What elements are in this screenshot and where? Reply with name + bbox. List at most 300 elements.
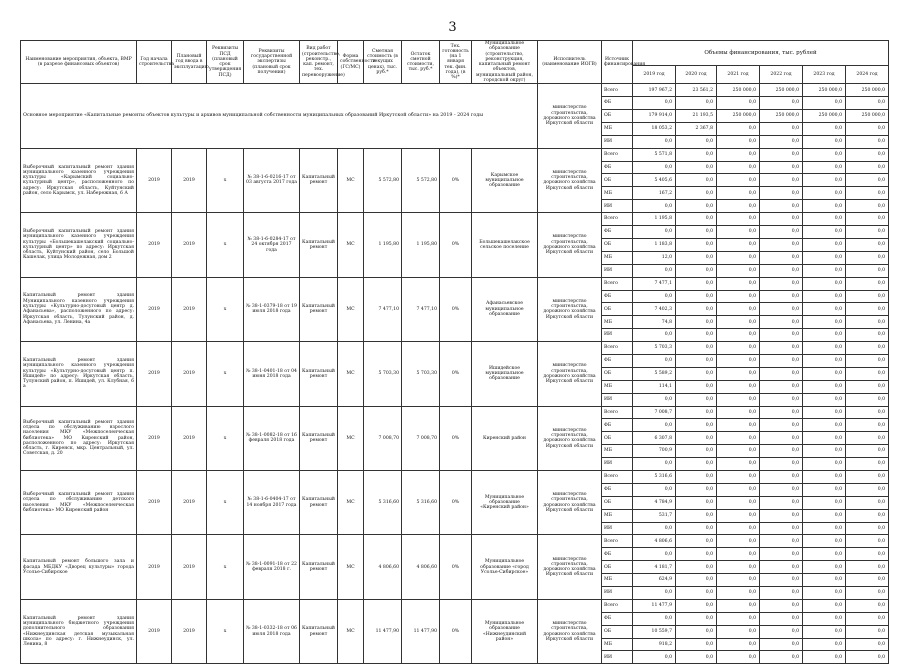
- value-cell: 11 477,9: [633, 599, 676, 612]
- value-cell: 0,0: [760, 651, 803, 664]
- object-name-cell: Капитальный ремонт большого зала и фасада МБДКУ «Дворец культуры» города Усолье-Сибирское: [21, 535, 137, 599]
- work-type-cell: Капитальный ремонт: [300, 599, 338, 663]
- value-cell: 0,0: [803, 651, 846, 664]
- value-cell: 0,0: [676, 419, 717, 432]
- source-cell: ИИ: [602, 651, 633, 664]
- value-cell: 0,0: [760, 561, 803, 574]
- value-cell: 0,0: [633, 393, 676, 406]
- value-cell: 0,0: [633, 354, 676, 367]
- source-cell: МБ: [602, 574, 633, 587]
- value-cell: 0,0: [760, 380, 803, 393]
- work-type-cell: Капитальный ремонт: [300, 470, 338, 534]
- object-row: [21, 535, 889, 548]
- value-cell: 0,0: [846, 599, 889, 612]
- source-cell: ФБ: [602, 419, 633, 432]
- value-cell: 4 784,9: [633, 496, 676, 509]
- source-cell: ИИ: [602, 135, 633, 148]
- value-cell: 0,0: [760, 599, 803, 612]
- source-cell: Всего: [602, 342, 633, 355]
- object-name-cell: Выборочный капитальный ремонт здания отдела по обслуживанию детского населения МКУ «Межпоселенческая библиотека» МО Киренский район: [21, 470, 137, 534]
- value-cell: 0,0: [633, 548, 676, 561]
- work-type-cell: Капитальный ремонт: [300, 406, 338, 470]
- object-row: [21, 148, 889, 161]
- value-cell: 0,0: [846, 406, 889, 419]
- value-cell: 250 000,0: [846, 110, 889, 123]
- value-cell: 0,0: [633, 226, 676, 239]
- value-cell: 918,2: [633, 638, 676, 651]
- psd-cell: х: [207, 148, 244, 212]
- value-cell: 0,0: [846, 290, 889, 303]
- source-cell: ОБ: [602, 561, 633, 574]
- value-cell: 0,0: [760, 548, 803, 561]
- value-cell: 0,0: [846, 174, 889, 187]
- value-cell: 0,0: [803, 213, 846, 226]
- ownership-cell: МС: [338, 599, 364, 663]
- work-type-cell: Капитальный ремонт: [300, 213, 338, 277]
- header-ownership: Форма собственности (ГС/МС): [338, 41, 364, 84]
- value-cell: 1 183,8: [633, 238, 676, 251]
- header-expertise: Реквизиты государственной экспертизы (плановый срок получения): [244, 41, 300, 84]
- remaining-cell: 7 008,70: [402, 406, 440, 470]
- object-name-cell: Капитальный ремонт здания муниципального бюджетного учреждения дополнительного образования «Нижнеудинская детская музыкальная школа» по адресу: г. Нижнеудинск, ул. Ленина, 8: [21, 599, 137, 663]
- value-cell: 0,0: [676, 97, 717, 110]
- expertise-cell: № 38-1-6-0216-17 от 03 августа 2017 года: [244, 148, 300, 212]
- value-cell: 0,0: [717, 354, 760, 367]
- value-cell: 0,0: [717, 548, 760, 561]
- value-cell: 10 559,7: [633, 625, 676, 638]
- start-year-cell: 2019: [137, 535, 172, 599]
- value-cell: 624,9: [633, 574, 676, 587]
- value-cell: 0,0: [717, 303, 760, 316]
- remaining-cell: 7 477,10: [402, 277, 440, 341]
- municipality-cell: Муниципальное образование «город Усолье-Сибирское»: [472, 535, 538, 599]
- value-cell: 21 193,5: [676, 110, 717, 123]
- value-cell: 0,0: [717, 367, 760, 380]
- value-cell: 0,0: [846, 354, 889, 367]
- source-cell: ФБ: [602, 548, 633, 561]
- ownership-cell: МС: [338, 535, 364, 599]
- value-cell: 0,0: [676, 342, 717, 355]
- value-cell: 0,0: [760, 200, 803, 213]
- source-cell: ФБ: [602, 161, 633, 174]
- value-cell: 0,0: [760, 470, 803, 483]
- value-cell: 0,0: [846, 277, 889, 290]
- source-cell: Всего: [602, 213, 633, 226]
- value-cell: 0,0: [676, 161, 717, 174]
- header-readiness: Тех. готовность (на 1 января тек. фин. года), (в %)*: [440, 41, 472, 84]
- header-start-year: Год начала строительства: [137, 41, 172, 84]
- value-cell: 0,0: [846, 135, 889, 148]
- cost-cell: 4 806,60: [364, 535, 402, 599]
- value-cell: 0,0: [717, 522, 760, 535]
- readiness-cell: 0%: [440, 213, 472, 277]
- value-cell: 0,0: [846, 419, 889, 432]
- value-cell: 0,0: [717, 238, 760, 251]
- value-cell: 0,0: [803, 135, 846, 148]
- value-cell: 0,0: [676, 483, 717, 496]
- value-cell: 0,0: [846, 535, 889, 548]
- header-remaining: Остаток сметной стоимости, тыс. руб.*: [402, 41, 440, 84]
- value-cell: 0,0: [717, 419, 760, 432]
- value-cell: 0,0: [760, 277, 803, 290]
- value-cell: 0,0: [760, 638, 803, 651]
- end-year-cell: 2019: [172, 470, 207, 534]
- value-cell: 0,0: [760, 290, 803, 303]
- value-cell: 0,0: [803, 148, 846, 161]
- value-cell: 23 561,2: [676, 84, 717, 97]
- value-cell: 0,0: [760, 406, 803, 419]
- value-cell: 0,0: [676, 135, 717, 148]
- value-cell: 0,0: [676, 586, 717, 599]
- value-cell: 250 000,0: [760, 84, 803, 97]
- value-cell: 0,0: [846, 329, 889, 342]
- value-cell: 0,0: [717, 97, 760, 110]
- value-cell: 0,0: [676, 548, 717, 561]
- value-cell: 0,0: [846, 548, 889, 561]
- source-cell: МБ: [602, 316, 633, 329]
- value-cell: 0,0: [676, 290, 717, 303]
- value-cell: 0,0: [676, 651, 717, 664]
- value-cell: 0,0: [717, 561, 760, 574]
- value-cell: 5 316,6: [633, 470, 676, 483]
- value-cell: 0,0: [803, 393, 846, 406]
- expertise-cell: № 38-1-0332-18 от 06 июля 2018 года: [244, 599, 300, 663]
- value-cell: 0,0: [717, 509, 760, 522]
- value-cell: 250 000,0: [717, 84, 760, 97]
- value-cell: 0,0: [803, 367, 846, 380]
- source-cell: ИИ: [602, 458, 633, 471]
- value-cell: 0,0: [676, 148, 717, 161]
- source-cell: ФБ: [602, 97, 633, 110]
- object-row: [21, 277, 889, 290]
- value-cell: 0,0: [676, 612, 717, 625]
- value-cell: 0,0: [760, 303, 803, 316]
- value-cell: 0,0: [803, 226, 846, 239]
- cost-cell: 1 195,80: [364, 213, 402, 277]
- value-cell: 0,0: [803, 264, 846, 277]
- cost-cell: 7 477,10: [364, 277, 402, 341]
- expertise-cell: № 38-1-0082-18 от 16 февраля 2018 года: [244, 406, 300, 470]
- table-body: [21, 84, 889, 664]
- psd-cell: х: [207, 535, 244, 599]
- header-year: 2021 год: [717, 66, 760, 84]
- source-cell: Всего: [602, 148, 633, 161]
- value-cell: 250 000,0: [717, 110, 760, 123]
- value-cell: 0,0: [846, 161, 889, 174]
- value-cell: 0,0: [803, 342, 846, 355]
- executor-cell: министерство строительства, дорожного хозяйства Иркутской области: [538, 148, 602, 212]
- value-cell: 0,0: [760, 238, 803, 251]
- header-name: Наименование мероприятия, объекта, ВМР (в разрезе финансовых объектов): [21, 41, 137, 84]
- value-cell: 0,0: [846, 586, 889, 599]
- value-cell: 0,0: [846, 251, 889, 264]
- header-year: 2023 год: [803, 66, 846, 84]
- value-cell: 0,0: [676, 329, 717, 342]
- value-cell: 0,0: [717, 329, 760, 342]
- start-year-cell: 2019: [137, 342, 172, 406]
- value-cell: 0,0: [676, 509, 717, 522]
- value-cell: 0,0: [803, 303, 846, 316]
- executor-cell: министерство строительства, дорожного хозяйства Иркутской области: [538, 342, 602, 406]
- value-cell: 0,0: [803, 548, 846, 561]
- value-cell: 74,8: [633, 316, 676, 329]
- executor-cell: министерство строительства, дорожного хозяйства Иркутской области: [538, 535, 602, 599]
- value-cell: 0,0: [760, 264, 803, 277]
- value-cell: 0,0: [846, 187, 889, 200]
- value-cell: 0,0: [633, 329, 676, 342]
- value-cell: 0,0: [717, 200, 760, 213]
- source-cell: ФБ: [602, 226, 633, 239]
- source-cell: МБ: [602, 380, 633, 393]
- source-cell: МБ: [602, 122, 633, 135]
- cost-cell: 5 572,80: [364, 148, 402, 212]
- value-cell: 0,0: [846, 264, 889, 277]
- value-cell: 0,0: [846, 226, 889, 239]
- value-cell: 0,0: [803, 432, 846, 445]
- value-cell: 0,0: [717, 445, 760, 458]
- value-cell: 0,0: [717, 135, 760, 148]
- value-cell: 5 571,8: [633, 148, 676, 161]
- value-cell: 0,0: [717, 612, 760, 625]
- value-cell: 0,0: [846, 432, 889, 445]
- object-name-cell: Выборочный капитальный ремонт здания муниципального казенного учреждения культуры «Карымский социально-культурный центр», расположенного по адресу: Иркутская область, Куйтунский район, село Карымск, ул. Набережная, 6 А: [21, 148, 137, 212]
- value-cell: 0,0: [676, 367, 717, 380]
- value-cell: 2 367,8: [676, 122, 717, 135]
- value-cell: 0,0: [803, 187, 846, 200]
- value-cell: 12,0: [633, 251, 676, 264]
- value-cell: 0,0: [803, 496, 846, 509]
- value-cell: 0,0: [760, 354, 803, 367]
- value-cell: 0,0: [717, 148, 760, 161]
- main-activity-row: [21, 84, 889, 97]
- cost-cell: 5 316,60: [364, 470, 402, 534]
- value-cell: 0,0: [633, 651, 676, 664]
- value-cell: 0,0: [846, 651, 889, 664]
- value-cell: 0,0: [846, 561, 889, 574]
- executor-cell: министерство строительства, дорожного хозяйства Иркутской области: [538, 406, 602, 470]
- value-cell: 0,0: [760, 612, 803, 625]
- value-cell: 0,0: [846, 148, 889, 161]
- value-cell: 0,0: [846, 638, 889, 651]
- value-cell: 0,0: [760, 122, 803, 135]
- value-cell: 0,0: [803, 561, 846, 574]
- value-cell: 250 000,0: [760, 110, 803, 123]
- value-cell: 0,0: [803, 290, 846, 303]
- value-cell: 0,0: [717, 161, 760, 174]
- executor-cell: министерство строительства, дорожного хозяйства Иркутской области: [538, 277, 602, 341]
- value-cell: 0,0: [803, 612, 846, 625]
- value-cell: 0,0: [633, 290, 676, 303]
- start-year-cell: 2019: [137, 277, 172, 341]
- value-cell: 0,0: [717, 187, 760, 200]
- value-cell: 167,2: [633, 187, 676, 200]
- value-cell: 0,0: [846, 625, 889, 638]
- psd-cell: х: [207, 599, 244, 663]
- end-year-cell: 2019: [172, 406, 207, 470]
- value-cell: 0,0: [803, 445, 846, 458]
- value-cell: 0,0: [717, 625, 760, 638]
- value-cell: 0,0: [803, 625, 846, 638]
- value-cell: 0,0: [717, 213, 760, 226]
- source-cell: ОБ: [602, 496, 633, 509]
- value-cell: 0,0: [676, 522, 717, 535]
- municipality-cell: Муниципальное образование «Киренский район»: [472, 470, 538, 534]
- value-cell: 0,0: [760, 148, 803, 161]
- value-cell: 0,0: [717, 406, 760, 419]
- value-cell: 0,0: [803, 354, 846, 367]
- value-cell: 4 806,6: [633, 535, 676, 548]
- value-cell: 0,0: [717, 380, 760, 393]
- source-cell: Всего: [602, 470, 633, 483]
- value-cell: 0,0: [803, 277, 846, 290]
- header-year: 2024 год: [846, 66, 889, 84]
- value-cell: 0,0: [760, 342, 803, 355]
- value-cell: 0,0: [803, 329, 846, 342]
- source-cell: ФБ: [602, 290, 633, 303]
- ownership-cell: МС: [338, 213, 364, 277]
- value-cell: 0,0: [846, 574, 889, 587]
- object-row: [21, 599, 889, 612]
- header-volumes: Объемы финансирования, тыс. рублей: [633, 41, 889, 66]
- value-cell: 0,0: [803, 535, 846, 548]
- remaining-cell: 5 572,80: [402, 148, 440, 212]
- value-cell: 0,0: [803, 406, 846, 419]
- executor-cell: министерство строительства, дорожного хозяйства Иркутской области: [538, 84, 602, 148]
- source-cell: МБ: [602, 638, 633, 651]
- value-cell: 0,0: [717, 264, 760, 277]
- source-cell: ОБ: [602, 303, 633, 316]
- remaining-cell: 11 477,90: [402, 599, 440, 663]
- value-cell: 5 703,3: [633, 342, 676, 355]
- value-cell: 1 195,8: [633, 213, 676, 226]
- psd-cell: х: [207, 342, 244, 406]
- value-cell: 0,0: [676, 458, 717, 471]
- value-cell: 0,0: [633, 458, 676, 471]
- value-cell: 0,0: [760, 496, 803, 509]
- source-cell: ФБ: [602, 483, 633, 496]
- value-cell: 0,0: [846, 522, 889, 535]
- value-cell: 0,0: [717, 638, 760, 651]
- value-cell: 0,0: [803, 316, 846, 329]
- value-cell: 0,0: [760, 187, 803, 200]
- value-cell: 0,0: [633, 264, 676, 277]
- value-cell: 0,0: [846, 97, 889, 110]
- value-cell: 0,0: [803, 380, 846, 393]
- value-cell: 0,0: [760, 625, 803, 638]
- start-year-cell: 2019: [137, 599, 172, 663]
- value-cell: 0,0: [633, 612, 676, 625]
- value-cell: 0,0: [717, 599, 760, 612]
- value-cell: 7 008,7: [633, 406, 676, 419]
- value-cell: 0,0: [760, 97, 803, 110]
- value-cell: 197 967,2: [633, 84, 676, 97]
- object-row: [21, 213, 889, 226]
- value-cell: 7 477,1: [633, 277, 676, 290]
- source-cell: ИИ: [602, 264, 633, 277]
- source-cell: ИИ: [602, 329, 633, 342]
- value-cell: 4 181,7: [633, 561, 676, 574]
- source-cell: ОБ: [602, 238, 633, 251]
- object-name-cell: Капитальный ремонт здания муниципального казенного учреждения культуры «Культурно-досуговый центр п. Ишидей» по адресу: Иркутская область, Тулунский район, п. Ишидей, ул. Клубная, 6 а: [21, 342, 137, 406]
- value-cell: 0,0: [846, 213, 889, 226]
- executor-cell: министерство строительства, дорожного хозяйства Иркутской области: [538, 213, 602, 277]
- value-cell: 0,0: [803, 419, 846, 432]
- cost-cell: 7 008,70: [364, 406, 402, 470]
- readiness-cell: 0%: [440, 470, 472, 534]
- psd-cell: х: [207, 277, 244, 341]
- value-cell: 0,0: [717, 458, 760, 471]
- value-cell: 0,0: [717, 342, 760, 355]
- value-cell: 0,0: [760, 174, 803, 187]
- value-cell: 0,0: [760, 367, 803, 380]
- municipality-cell: Афанасьевское муниципальное образование: [472, 277, 538, 341]
- value-cell: 0,0: [717, 470, 760, 483]
- end-year-cell: 2019: [172, 599, 207, 663]
- header-year: 2022 год: [760, 66, 803, 84]
- value-cell: 0,0: [803, 470, 846, 483]
- value-cell: 0,0: [803, 161, 846, 174]
- value-cell: 0,0: [846, 238, 889, 251]
- value-cell: 0,0: [760, 161, 803, 174]
- object-name-cell: Выборочный капитальный ремонт здания муниципального казенного учреждения культуры «Большекашелакский социально-культурный центр» по адресу: Иркутская область, Куйтунский район, село Большой Кашелак, улица Молодежная, дом 2: [21, 213, 137, 277]
- source-cell: ОБ: [602, 625, 633, 638]
- value-cell: 0,0: [846, 458, 889, 471]
- value-cell: 7 402,3: [633, 303, 676, 316]
- value-cell: 0,0: [760, 535, 803, 548]
- value-cell: 0,0: [676, 574, 717, 587]
- source-cell: ИИ: [602, 200, 633, 213]
- value-cell: 0,0: [803, 638, 846, 651]
- value-cell: 0,0: [676, 213, 717, 226]
- value-cell: 250 000,0: [846, 84, 889, 97]
- value-cell: 0,0: [760, 316, 803, 329]
- header-executor: Исполнитель (наименование ИОГВ): [538, 41, 602, 84]
- header-municipality: Муниципальное образование (строительство, реконструкция, капитальный ремонт объектов, муниципальный район, городской округ): [472, 41, 538, 84]
- value-cell: 0,0: [633, 419, 676, 432]
- ownership-cell: МС: [338, 406, 364, 470]
- value-cell: 0,0: [717, 483, 760, 496]
- value-cell: 0,0: [676, 496, 717, 509]
- financing-table: [20, 40, 889, 664]
- expertise-cell: № 38-1-0379-18 от 19 июля 2018 года: [244, 277, 300, 341]
- value-cell: 0,0: [760, 329, 803, 342]
- value-cell: 0,0: [717, 432, 760, 445]
- readiness-cell: 0%: [440, 342, 472, 406]
- value-cell: 0,0: [846, 342, 889, 355]
- value-cell: 0,0: [676, 406, 717, 419]
- value-cell: 0,0: [846, 367, 889, 380]
- end-year-cell: 2019: [172, 148, 207, 212]
- value-cell: 0,0: [803, 200, 846, 213]
- value-cell: 0,0: [676, 561, 717, 574]
- remaining-cell: 5 316,60: [402, 470, 440, 534]
- value-cell: 0,0: [803, 458, 846, 471]
- value-cell: 0,0: [803, 238, 846, 251]
- value-cell: 0,0: [760, 445, 803, 458]
- value-cell: 0,0: [846, 303, 889, 316]
- cost-cell: 5 703,30: [364, 342, 402, 406]
- ownership-cell: МС: [338, 148, 364, 212]
- end-year-cell: 2019: [172, 277, 207, 341]
- value-cell: 0,0: [803, 122, 846, 135]
- value-cell: 0,0: [633, 135, 676, 148]
- value-cell: 0,0: [633, 522, 676, 535]
- source-cell: ИИ: [602, 522, 633, 535]
- source-cell: ОБ: [602, 110, 633, 123]
- value-cell: 18 053,2: [633, 122, 676, 135]
- value-cell: 0,0: [676, 393, 717, 406]
- value-cell: 0,0: [760, 432, 803, 445]
